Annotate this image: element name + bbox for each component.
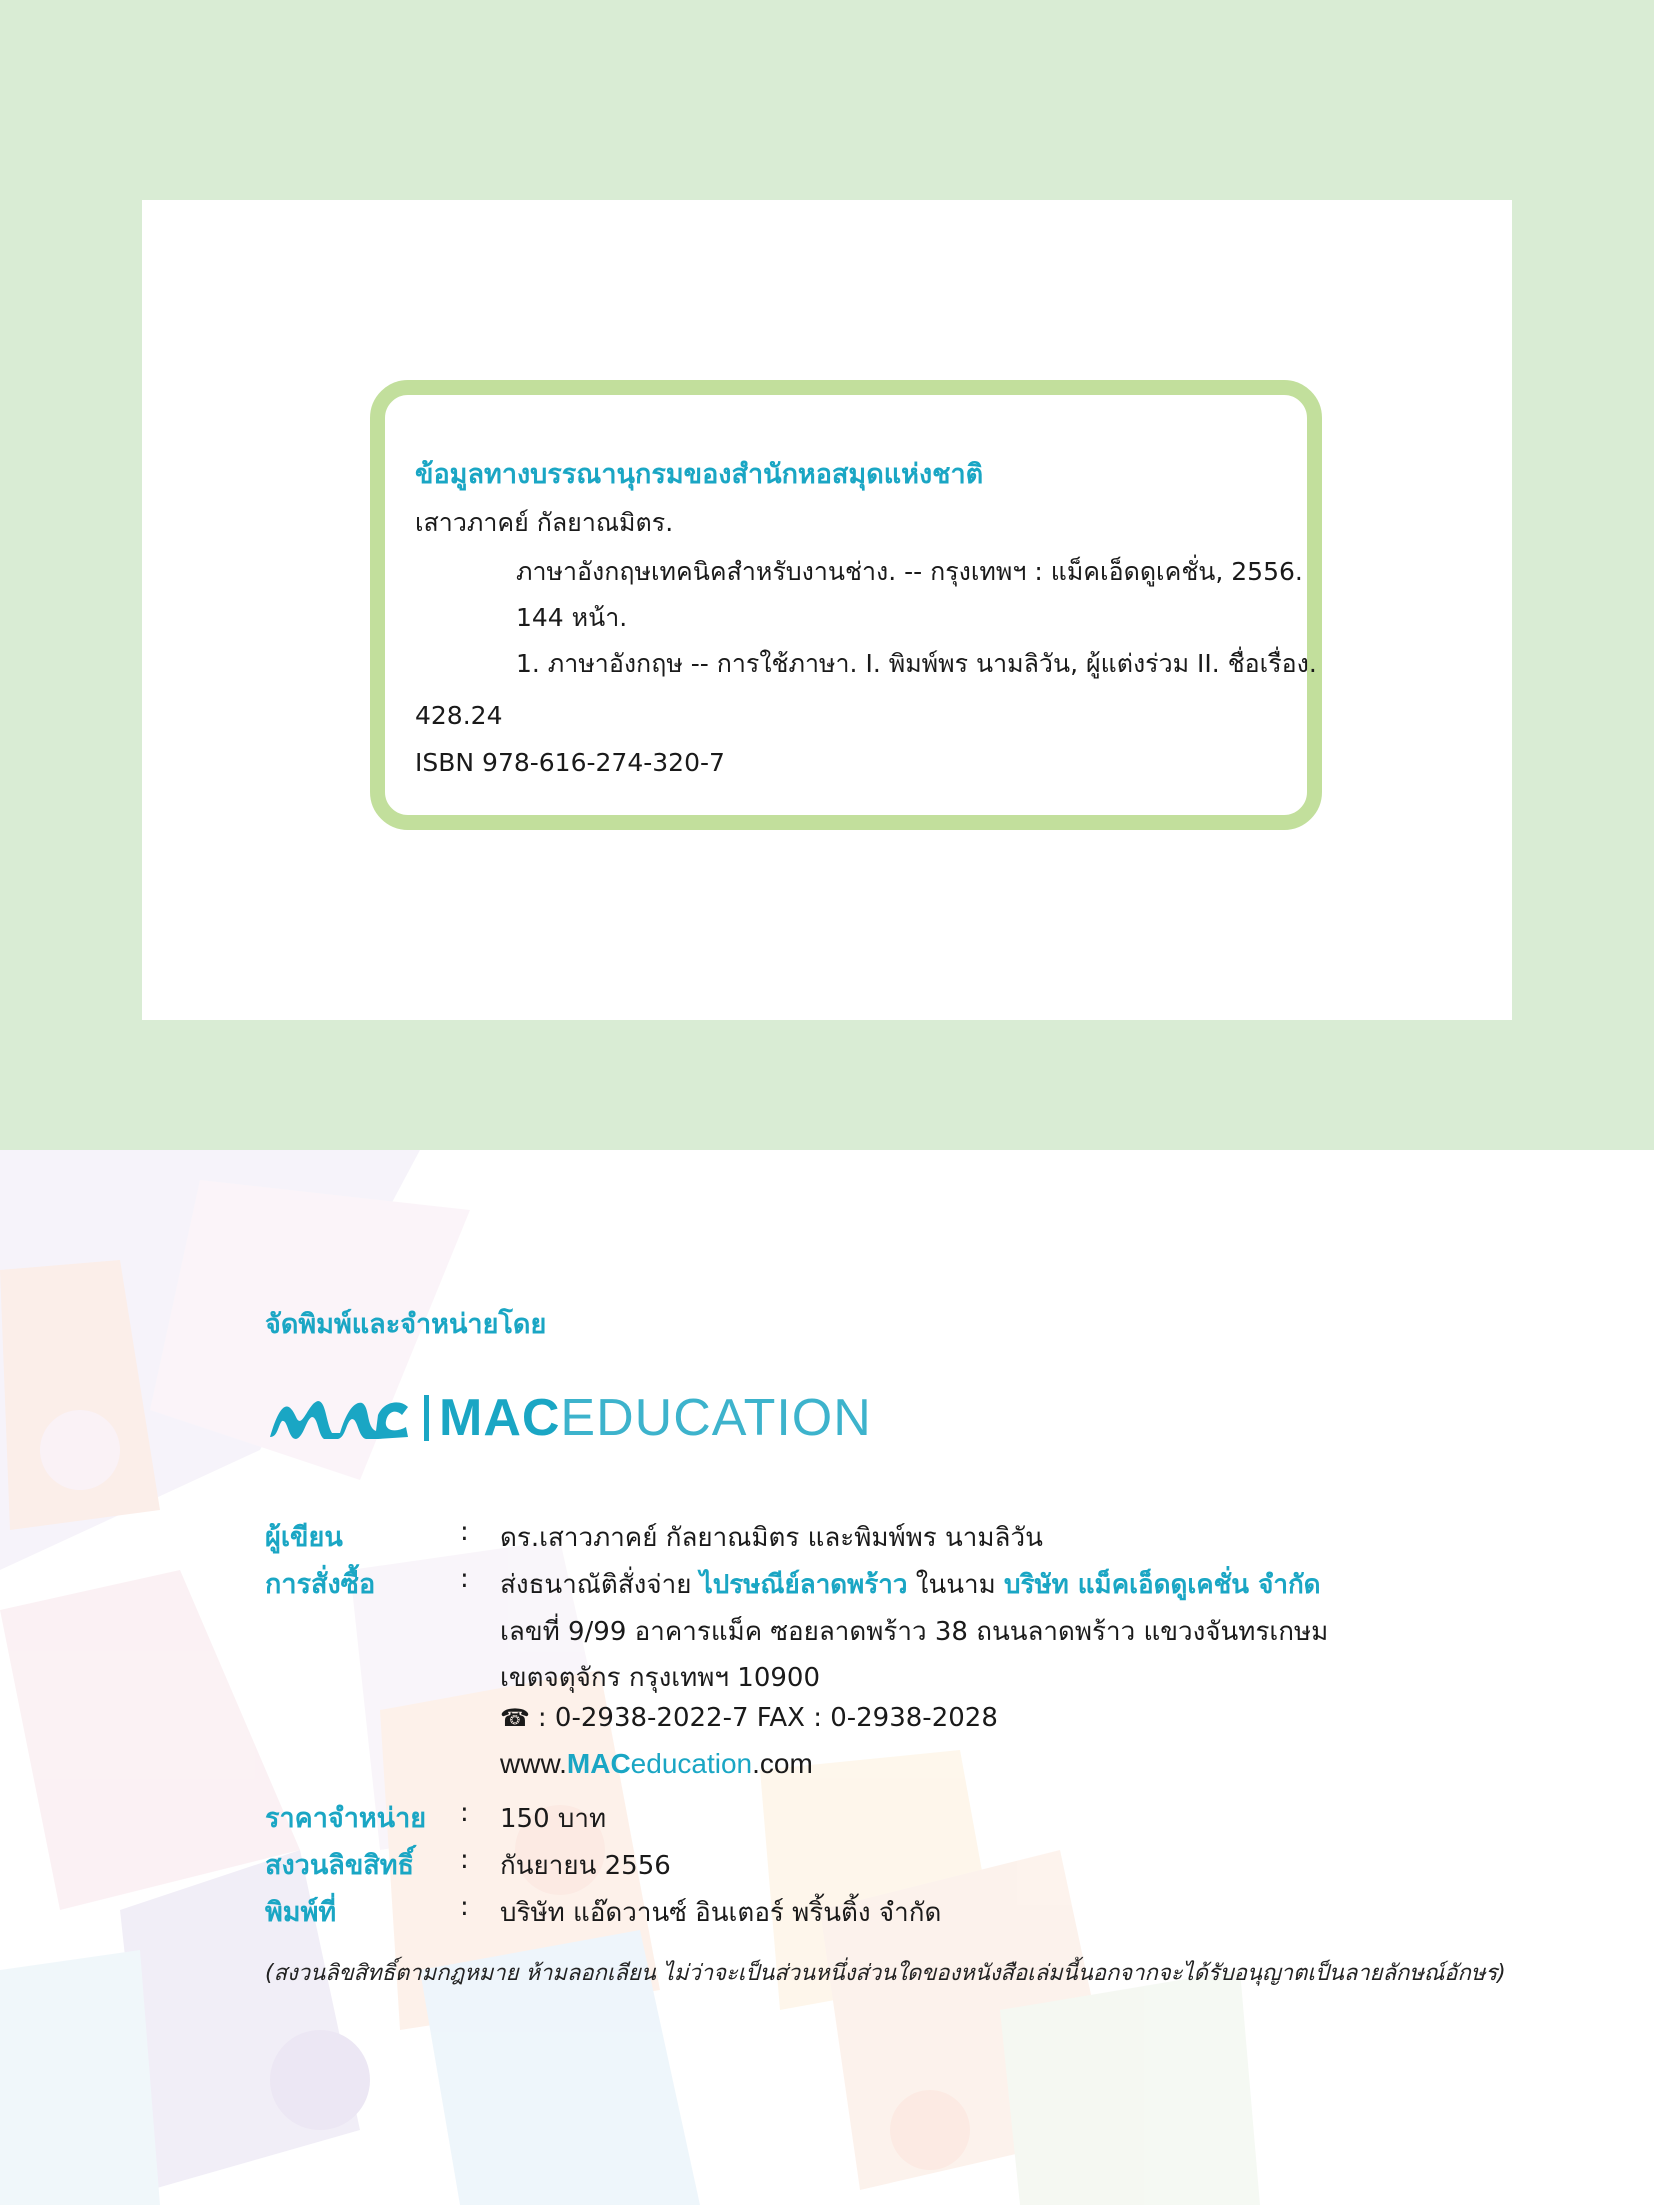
cip-isbn: ISBN 978-616-274-320-7 (415, 748, 725, 777)
address-line-2: เขตจตุจักร กรุงเทพฯ 10900 (500, 1663, 821, 1693)
cip-title: ภาษาอังกฤษเทคนิคสำหรับงานช่าง. -- กรุงเทพฯ : แม็คเอ็ดดูเคชั่น, 2556. (516, 557, 1303, 586)
price-label: ราคาจำหน่าย (265, 1803, 427, 1834)
order-prefix: ส่งธนาณัติสั่งจ่าย (500, 1570, 692, 1600)
publisher-heading: จัดพิมพ์และจำหน่ายโดย (265, 1309, 547, 1340)
order-post-office: ไปรษณีย์ลาดพร้าว (699, 1570, 908, 1600)
rights-colon: : (460, 1845, 469, 1875)
author-colon: : (460, 1517, 469, 1547)
order-value (500, 1564, 1321, 1605)
rights-value: กันยายน 2556 (500, 1851, 671, 1881)
address-line-1: เลขที่ 9/99 อาคารแม็ค ซอยลาดพร้าว 38 ถนนลาดพร้าว แขวงจันทรเกษม (500, 1617, 1329, 1647)
author-label: ผู้เขียน (265, 1522, 343, 1553)
website-link[interactable]: www.MACeducation.com (500, 1748, 813, 1779)
cip-subjects: 1. ภาษาอังกฤษ -- การใช้ภาษา. I. พิมพ์พร นามลิวัน, ผู้แต่งร่วม II. ชื่อเรื่อง. (516, 649, 1317, 678)
printer-colon: : (460, 1892, 469, 1922)
mac-education-logo (266, 1390, 872, 1446)
cip-pages: 144 หน้า. (516, 603, 628, 632)
phone-line (500, 1703, 998, 1733)
telephone-icon: ☎ (500, 1704, 530, 1732)
order-company: บริษัท แม็คเอ็ดดูเคชั่น จำกัด (1004, 1570, 1321, 1600)
logo-wordmark: MACEDUCATION (439, 1389, 872, 1447)
mac-wave-logo-icon (266, 1393, 412, 1443)
cip-heading: ข้อมูลทางบรรณานุกรมของสำนักหอสมุดแห่งชาติ (415, 459, 984, 490)
printer-label: พิมพ์ที่ (265, 1897, 337, 1928)
puzzle-background-art (0, 1150, 1654, 2205)
cip-classification: 428.24 (415, 701, 503, 730)
order-label: การสั่งซื้อ (265, 1569, 376, 1600)
price-value: 150 บาท (500, 1804, 607, 1834)
copyright-note: (สงวนลิขสิทธิ์ตามกฎหมาย ห้ามลอกเลียน ไม่ว่าจะเป็นส่วนหนึ่งส่วนใดของหนังสือเล่มนี้นอกจากจะได้รับอนุญาตเป็นลายลักษณ์อักษร) (265, 1961, 1506, 1986)
rights-label: สงวนลิขสิทธิ์ (265, 1850, 415, 1881)
printer-value: บริษัท แอ๊ดวานซ์ อินเตอร์ พริ้นติ้ง จำกัด (500, 1898, 942, 1928)
order-colon: : (460, 1564, 469, 1594)
cip-author: เสาวภาคย์ กัลยาณมิตร. (415, 508, 674, 537)
order-mid: ในนาม (915, 1570, 996, 1600)
price-colon: : (460, 1798, 469, 1828)
author-value: ดร.เสาวภาคย์ กัลยาณมิตร และพิมพ์พร นามลิวัน (500, 1523, 1043, 1553)
phone-fax-numbers: : 0-2938-2022-7 FAX : 0-2938-2028 (537, 1703, 998, 1733)
logo-divider (424, 1395, 429, 1441)
